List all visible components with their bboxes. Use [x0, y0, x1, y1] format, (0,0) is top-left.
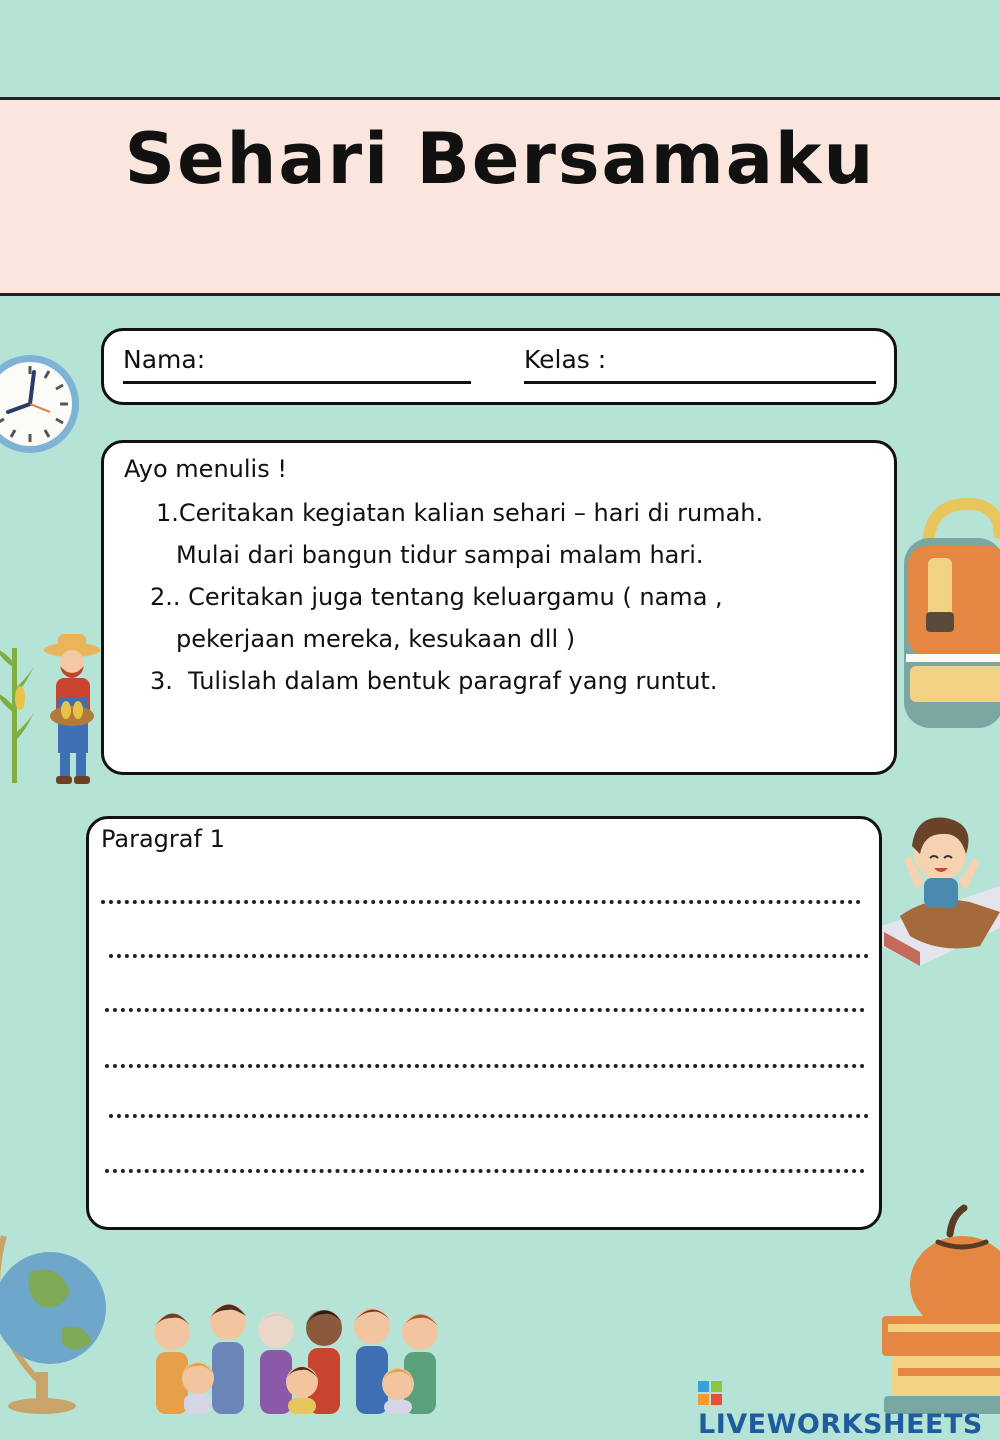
class-label: Kelas :	[524, 345, 607, 374]
farmer-illustration	[0, 628, 104, 786]
writing-line[interactable]	[109, 954, 869, 958]
writing-line[interactable]	[105, 1169, 865, 1173]
liveworksheets-mark-icon	[698, 1381, 722, 1405]
instruction-text: Ceritakan kegiatan kalian sehari – hari di rumah.	[178, 499, 764, 527]
instruction-item-3	[150, 660, 717, 702]
instruction-number: 1.	[156, 499, 179, 527]
name-field[interactable]	[123, 381, 471, 384]
writing-line[interactable]	[109, 1114, 869, 1118]
instruction-item-1	[156, 492, 763, 534]
writing-line[interactable]	[105, 1064, 865, 1068]
backpack-illustration	[900, 498, 1000, 730]
instructions-heading: Ayo menulis !	[124, 455, 287, 483]
logo-text: LIVEWORKSHEETS	[698, 1409, 983, 1440]
clock-icon	[0, 352, 82, 456]
instruction-number: 3.	[150, 667, 173, 695]
instruction-item-2	[150, 576, 723, 618]
boy-in-bed-illustration	[880, 806, 1000, 972]
children-group-illustration	[142, 1296, 452, 1414]
class-field[interactable]	[524, 381, 876, 384]
paragraph-heading: Paragraf 1	[101, 825, 225, 853]
instruction-number: 2..	[150, 583, 181, 611]
instruction-item-1-continued: Mulai dari bangun tidur sampai malam hari.	[176, 541, 704, 569]
writing-line[interactable]	[101, 900, 861, 904]
instruction-text: Tulislah dalam bentuk paragraf yang runtut.	[188, 667, 718, 695]
liveworksheets-logo	[698, 1378, 1000, 1440]
worksheet-title: Sehari Bersamaku	[124, 118, 876, 200]
name-label: Nama:	[123, 345, 206, 374]
instruction-item-2-continued: pekerjaan mereka, kesukaan dll )	[176, 625, 576, 653]
instructions-box	[101, 440, 897, 775]
globe-illustration	[0, 1232, 112, 1414]
writing-line[interactable]	[105, 1008, 865, 1012]
instruction-text: Ceritakan juga tentang keluargamu ( nama ,	[188, 583, 723, 611]
paragraph-box	[86, 816, 882, 1230]
student-info-box	[101, 328, 897, 405]
